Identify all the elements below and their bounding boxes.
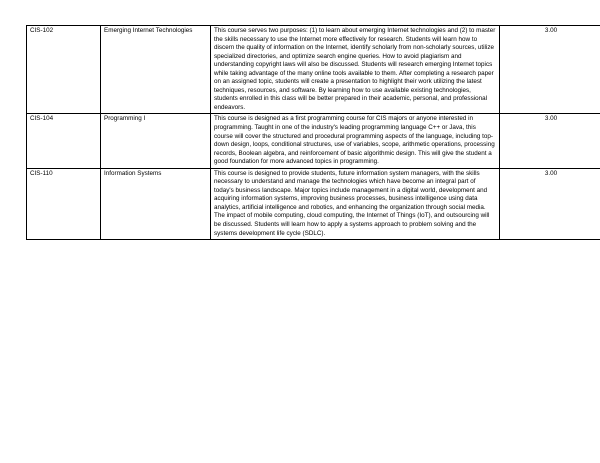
table-row bbox=[27, 114, 600, 168]
course-credits: 3.00 bbox=[500, 168, 600, 239]
document-page bbox=[26, 25, 574, 240]
course-code: CIS-102 bbox=[27, 26, 101, 114]
course-description: This course is designed as a first programming course for CIS majors or anyone interested in programming. Taught in one of the industry's leading programming language C++ or Java, this course will cover the structured and procedural programming aspects of the language, including top-down design, loops, conditional structures, use of variables, scope, arithmetic operations, processing records, Boolean algebra, and reinforcement of basic algorithmic design. This will give the student a good foundation for more advanced topics in programming. bbox=[211, 114, 500, 168]
course-code: CIS-104 bbox=[27, 114, 101, 168]
course-table bbox=[26, 25, 600, 240]
course-title: Emerging Internet Technologies bbox=[101, 26, 211, 114]
course-credits: 3.00 bbox=[500, 114, 600, 168]
course-description: This course is designed to provide students, future information system managers, with the skills necessary to understand and manage the technologies which have become an integral part of today's business landscape. Major topics include management in a digital world, development and acquiring information systems, improving business processes, business intelligence using data analytics, artificial intelligence and robotics, and enhancing the organization through social media. The impact of mobile computing, cloud computing, the Internet of Things (IoT), and outsourcing will be discussed. Students will learn how to apply a systems approach to problem solving and the systems development life cycle (SDLC). bbox=[211, 168, 500, 239]
course-title: Information Systems bbox=[101, 168, 211, 239]
table-row bbox=[27, 168, 600, 239]
course-code: CIS-110 bbox=[27, 168, 101, 239]
table-row bbox=[27, 26, 600, 114]
course-credits: 3.00 bbox=[500, 26, 600, 114]
course-title: Programming I bbox=[101, 114, 211, 168]
course-description: This course serves two purposes: (1) to learn about emerging Internet technologies and (2) to master the skills necessary to use the Internet more effectively for research. Students will learn how to discern the quality of information on the Internet, identify scholarly from non-scholarly sources, utilize specialized directories, and optimize search engine queries. How to avoid plagiarism and understanding copyright laws will also be discussed. Students will research emerging Internet topics while taking advantage of the many online tools available to them. After completing a research paper on an assigned topic, students will create a presentation to highlight their work utilizing the latest techniques, resources, and software. By learning how to use available existing technologies, students enrolled in this class will be better prepared in their academic, personal, and professional endeavors. bbox=[211, 26, 500, 114]
